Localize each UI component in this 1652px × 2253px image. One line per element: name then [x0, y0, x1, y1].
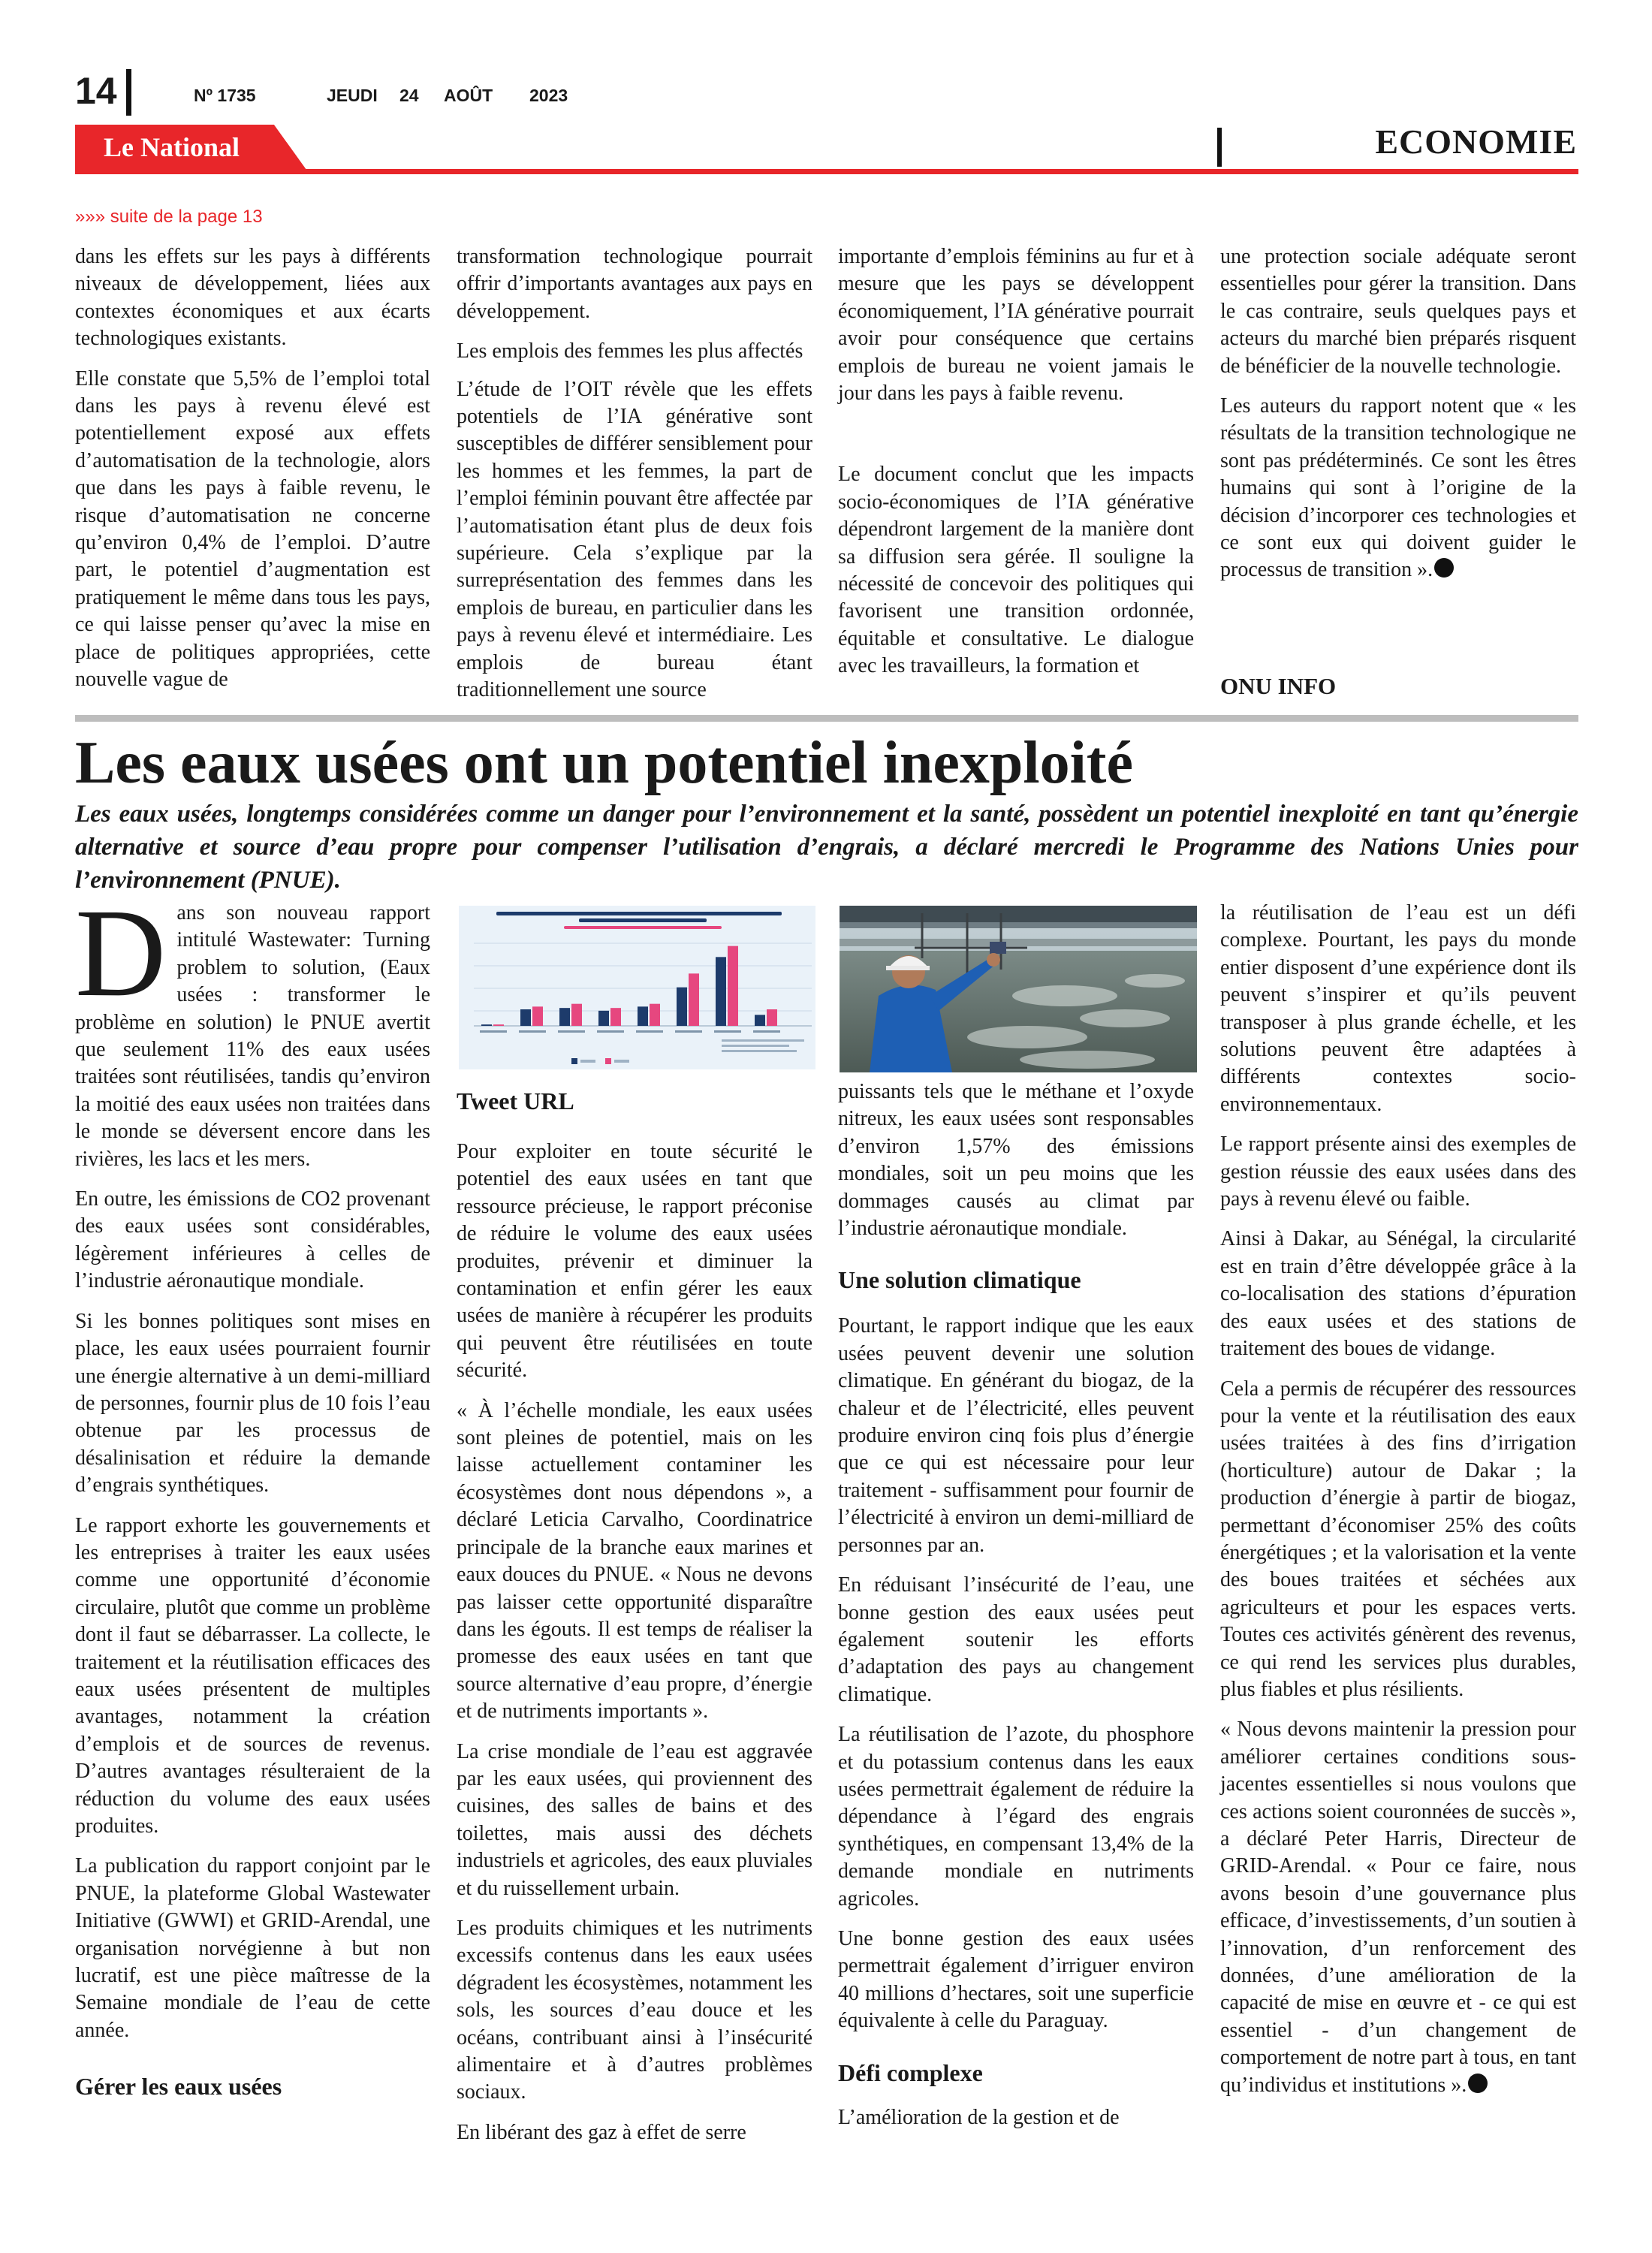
chart-bar — [677, 988, 687, 1026]
section-divider — [1217, 128, 1222, 167]
issue-number: Nº 1735 — [194, 86, 256, 105]
article-col4 — [1220, 900, 1576, 2112]
paragraph: Pour exploiter en toute sécurité le potentiel des eaux usées en tant que ressource précieuse, le rapport préconise de réduire le volume des eaux usées produites, prévenir et diminuer la contamination et enfin gérer les eaux usées de manière à récupérer les produits qui peuvent être réutilisées en toute sécurité. — [457, 1140, 812, 1383]
prev-article-col2 — [457, 243, 812, 717]
chart-bar — [481, 1024, 492, 1026]
chart-bar — [520, 1009, 531, 1026]
page-number-divider — [126, 69, 131, 116]
chart-bar — [650, 1004, 660, 1026]
end-mark-icon — [1434, 558, 1454, 578]
paragraph: L’étude de l’OIT révèle que les effets potentiels de l’IA générative sont susceptibles de différer sensiblement pour les hommes et les femmes, la part de l’emploi féminin pouvant être affectée par l’automatisation étant plus de deux fois supérieure. Cela s’explique par la surreprésentation des femmes dans les emplois de bureau, en particulier dans les pays à revenu élevé et intermédiaire. Les emplois de bureau étant traditionnellement une source — [457, 377, 812, 702]
paragraph: La crise mondiale de l’eau est aggravée par les eaux usées, qui proviennent des cuisines, des salles de bains et des toilettes, mais aussi des déchets industriels et agricoles, des eaux pluviales et du ruissellement urbain. — [457, 1739, 812, 1900]
paragraph: Une bonne gestion des eaux usées permettrait également d’irriguer environ 40 millions d’hectares, soit une superficie équivalente à celle du Paraguay. — [838, 1926, 1194, 2033]
paragraph: « À l’échelle mondiale, les eaux usées sont pleines de potentiel, mais on les laisse actuellement contaminer les écosystèmes dont nous dépendons », a déclaré Leticia Carvalho, Coordinatrice principale de la branche eaux marines et eaux douces du PNUE. « Nous ne devons pas laisser cette opportunité disparaître dans les égouts. Il est temps de réaliser la promesse des eaux usées en tant que source alternative d’eau propre, d’énergie et de nutriments importants ». — [457, 1398, 812, 1724]
paragraph: Le rapport présente ainsi des exemples de gestion réussie des eaux usées dans des pays à revenu élevé ou faible. — [1220, 1133, 1576, 1211]
chart-bar — [571, 1004, 582, 1026]
paragraph-text: ans son nouveau rapport intitulé Wastewater: Turning problem to solution, (Eaux usées : transformer le problème en solution) le PNUE avertit que seulement 11% des eaux usées traitées sont réutilisées, tandis qu’environ la moitié des eaux usées non traitées dans le monde se déversent encore dans les rivières, les lacs et les mers. — [75, 901, 430, 1171]
paragraph: importante d’emplois féminins au fur et à mesure que les pays se développent économiquement, l’IA générative pourrait avoir pour conséquence que certains emplois de bureau ne voient jamais le jour dans les pays à faible revenu. — [838, 245, 1194, 406]
chart-subtitle-line — [564, 926, 722, 929]
chart-bar — [598, 1011, 609, 1026]
section-heading: Défi complexe — [838, 2058, 983, 2086]
paragraph: Si les bonnes politiques sont mises en place, les eaux usées pourraient fournir une énergie alternative à un demi-milliard de personnes, fournir plus de 10 fois l’eau obtenue par les processus de désalinisation et réduire la demande d’engrais synthétiques. — [75, 1309, 430, 1497]
paragraph-last — [1220, 393, 1576, 584]
paragraph: Pourtant, le rapport indique que les eaux usées peuvent devenir une solution climatique. En générant du biogaz, de la chaleur et de l’électricité, elles peuvent produire environ cinq fois plus d’énergie que ce qui est nécessaire pour leur traitement - suffisamment pour fournir de l’électricité à environ un demi-milliard de personnes par an. — [838, 1314, 1194, 1557]
chart-bar — [493, 1024, 504, 1026]
year: 2023 — [529, 86, 568, 105]
chart-bar — [610, 1008, 621, 1026]
paragraph: Elle constate que 5,5% de l’emploi total dans les pays à revenu élevé est potentiellement exposé aux effets d’automatisation de la technologie, alors que dans les pays à faible revenu, le risque d’automatisation ne concerne qu’environ 0,4% de l’emploi. D’autre part, le potentiel d’augmentation est pratiquement le même dans tous les pays, ce qui laisse penser qu’avec la mise en place de politiques appropriées, cette nouvelle vague de — [75, 366, 430, 692]
lede: Les eaux usées, longtemps considérées comme un danger pour l’environnement et la santé, possèdent un potentiel inexploité en tant qu’énergie alternative et source d’eau propre pour compenser l’utilisation d’engrais, a déclaré mercredi le Programme des Nations Unies pour l’environnement (PNUE). — [75, 801, 1578, 894]
paragraph-last — [1220, 1716, 1576, 2099]
section-title: ECONOMIE — [1375, 122, 1577, 161]
brand-name: Le National — [104, 132, 240, 162]
paragraph: La réutilisation de l’azote, du phosphore et du potassium contenus dans les eaux usées permettrait également de réduire la dépendance à l’égard des engrais synthétiques, en compensant 13,4% de la demande mondiale en nutriments agricoles. — [838, 1723, 1194, 1911]
paragraph: En libérant des gaz à effet de serre — [457, 2120, 746, 2144]
day: 24 — [399, 86, 419, 105]
prev-article-col1 — [75, 243, 430, 707]
chart-bar — [767, 1009, 777, 1026]
paragraph: L’amélioration de la gestion et de — [838, 2105, 1120, 2129]
paragraph: En réduisant l’insécurité de l’eau, une bonne gestion des eaux usées peut également soutenir les efforts d’adaptation des pays au changement climatique. — [838, 1573, 1194, 1706]
section-heading: Une solution climatique — [838, 1266, 1081, 1294]
chart-bar — [532, 1006, 543, 1026]
paragraph: Les produits chimiques et les nutriments excessifs contenus dans les eaux usées dégradent les écosystèmes, notamment les sols, les sources d’eau douce et les océans, contribuant ainsi à l’insécurité alimentaire et à d’autres problèmes sociaux. — [457, 1916, 812, 2104]
section-heading: Gérer les eaux usées — [75, 2073, 282, 2101]
page-number: 14 — [75, 70, 117, 112]
chart-bar — [755, 1015, 765, 1026]
chart-figure — [459, 906, 815, 1069]
paragraph: transformation technologique pourrait offrir d’importants avantages aux pays en développement. — [457, 245, 812, 323]
article-col2 — [457, 1086, 812, 2159]
paragraph: En outre, les émissions de CO2 provenant des eaux usées sont considérables, légèrement inférieures à celles de l’industrie aéronautique mondiale. — [75, 1187, 430, 1293]
chart-bar — [559, 1008, 570, 1026]
headline: Les eaux usées ont un potentiel inexploité — [75, 730, 1133, 796]
month: AOÛT — [444, 86, 493, 105]
paragraph: une protection sociale adéquate seront essentielles pour gérer la transition. Dans le cas contraire, seuls quelques pays et acteurs du marché bien préparés risquent de bénéficier de la nouvelle technologie. — [1220, 245, 1576, 378]
prev-article-col3 — [838, 243, 1194, 693]
paragraph: Le document conclut que les impacts socio-économiques de l’IA générative dépendront largement de la manière dont sa diffusion sera gérée. Il souligne la nécessité de concevoir des politiques qui favorisent une transition ordonnée, équitable et consultative. Le dialogue avec les travailleurs, la formation et — [838, 463, 1194, 678]
subheading: Les emplois des femmes les plus affectés — [457, 339, 803, 363]
paragraph-text: Les auteurs du rapport notent que « les résultats de la transition technologique ne sont pas prédéterminés. Ce sont les êtres humains qui sont à l’origine de la décision d’incorporer ces technologies et ce sont eux qui doivent guider le processus de transition ». — [1220, 394, 1576, 582]
article-divider — [75, 715, 1578, 722]
article-signature: ONU INFO — [1220, 673, 1337, 699]
header-rule — [75, 169, 1578, 174]
end-mark-icon — [1468, 2074, 1488, 2093]
paragraph: Cela a permis de récupérer des ressources pour la vente et la réutilisation des eaux usées traitées à des fins d’irrigation (horticulture) autour de Dakar ; la production d’énergie à partir de biogaz, permettant d’économiser 25% des coûts énergétiques ; et la valorisation et la vente des boues traitées et séchées aux agriculteurs et pour les espaces verts. Toutes ces activités génèrent des revenus, ce qui rend les services plus durables, plus fiables et plus résilients. — [1220, 1377, 1576, 1701]
drop-cap: D — [75, 883, 167, 1023]
paragraph: dans les effets sur les pays à différents niveaux de développement, liées aux contextes économiques et aux écarts technologiques existants. — [75, 245, 430, 351]
chart-bar — [716, 957, 726, 1026]
wastewater-plant-photo — [840, 906, 1197, 1072]
chart-bar — [689, 973, 699, 1026]
article-col1 — [75, 883, 430, 2119]
continued-from[interactable]: »»» suite de la page 13 — [75, 207, 263, 227]
paragraph: la réutilisation de l’eau est un défi complexe. Pourtant, les pays du monde entier disposent d’une expérience dont ils peuvent s’inspirer et qu’ils peuvent transposer à plus grande échelle, et les solutions peuvent être adaptées à différents contextes socio-environnementaux. — [1220, 901, 1576, 1116]
paragraph: Le rapport exhorte les gouvernements et les entreprises à traiter les eaux usées comme une opportunité d’économie circulaire, plutôt que comme un problème dont il faut se débarrasser. La collecte, le traitement et la réutilisation efficaces des eaux usées présentent de multiples avantages, notamment la création d’emplois et de sources de revenus. D’autres avantages résulteraient de la réduction du volume des eaux usées produites. — [75, 1513, 430, 1838]
prev-article-col4 — [1220, 243, 1576, 597]
paragraph: Ainsi à Dakar, au Sénégal, la circularité est en train d’être développée grâce à la co-localisation des stations d’épuration des eaux usées et des stations de traitement des boues de vidange. — [1220, 1227, 1576, 1361]
paragraph: La publication du rapport conjoint par le PNUE, la plateforme Global Wastewater Initiative (GWWI) et GRID-Arendal, une organisation norvégienne à but non lucratif, est une pièce maîtresse de la Semaine mondiale de l’eau de cette année. — [75, 1854, 430, 2042]
paragraph: puissants tels que le méthane et l’oxyde nitreux, les eaux usées sont responsables d’environ 1,57% des émissions mondiales, soit un peu moins que les dommages causés au climat par l’industrie aéronautique mondiale. — [838, 1080, 1194, 1241]
weekday: JEUDI — [327, 86, 378, 105]
chart-bar — [638, 1006, 648, 1026]
section-heading: Tweet URL — [457, 1087, 574, 1114]
first-paragraph — [75, 883, 430, 1173]
chart-bar — [728, 946, 738, 1026]
article-col3 — [838, 1078, 1194, 2144]
paragraph-text: « Nous devons maintenir la pression pour améliorer certaines conditions sous-jacentes essentielles si nous voulons que ces actions soient couronnées de succès », a déclaré Peter Harris, Directeur de GRID-Arendal. « Pour ce faire, nous avons besoin d’une gouvernance plus efficace, d’investissements, d’un soutien à l’innovation, d’un renforcement des données, d’une amélioration de la capacité de mise en œuvre et - ce qui est essentiel - d’un changement de comportement de notre part à tous, en tant qu’individus et institutions ». — [1220, 1718, 1576, 2097]
